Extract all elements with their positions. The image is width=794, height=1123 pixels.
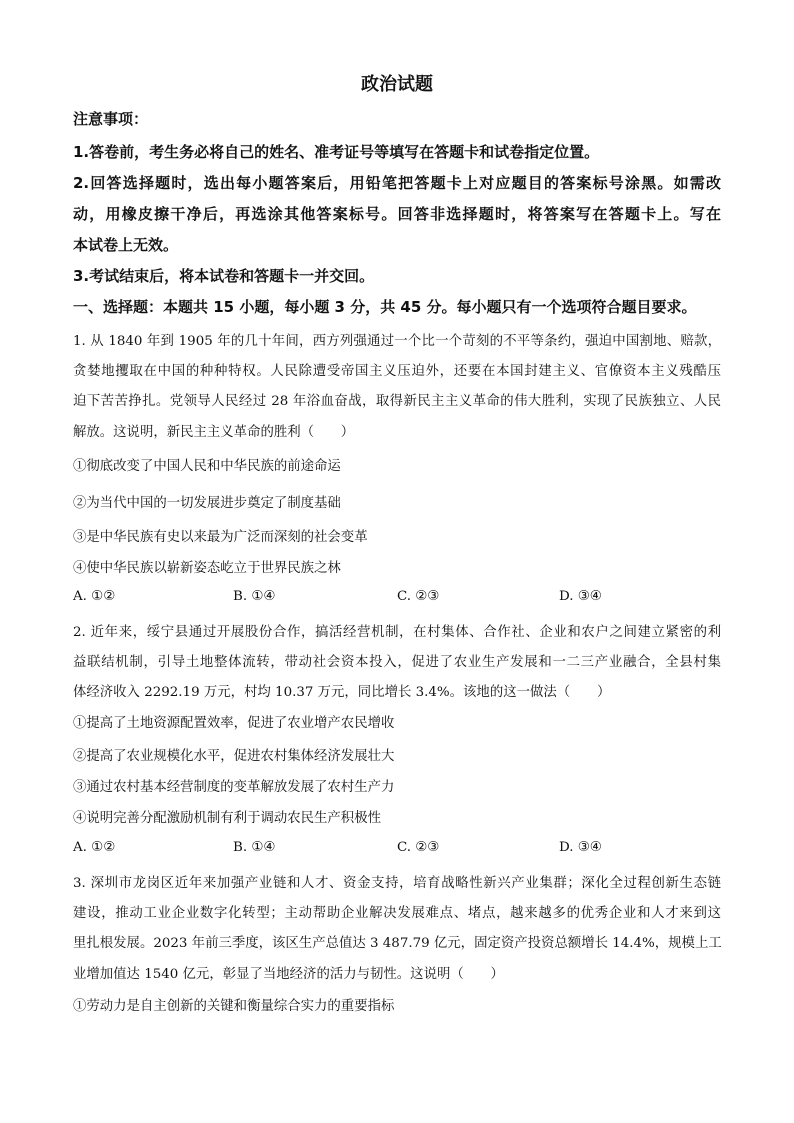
q2-option-b: B. ①④ (233, 840, 276, 855)
q1-stem-line-3: 迫下苦苦挣扎。党领导人民经过 28 年浴血奋战，取得新民主主义革命的伟大胜利，实现了民族独立、人民 (73, 394, 721, 409)
q1-stem-line-4: 解放。这说明，新民主主义革命的胜利（ ） (73, 425, 355, 440)
q1-statement-1: ①彻底改变了中国人民和中华民族的前途命运 (73, 459, 341, 474)
notice-item-2-line-3: 本试卷上无效。 (73, 236, 179, 254)
q1-option-b: B. ①④ (233, 589, 276, 604)
q2-statement-1: ①提高了土地资源配置效率，促进了农业增产农民增收 (73, 716, 395, 731)
q1-option-a: A. ①② (73, 589, 116, 604)
notice-item-1: 1.答卷前，考生务必将自己的姓名、准考证号等填写在答题卡和试卷指定位置。 (73, 143, 600, 161)
notice-item-2-line-2: 动，用橡皮擦干净后，再选涂其他答案标号。回答非选择题时，将答案写在答题卡上。写在 (73, 205, 721, 223)
q2-option-d: D. ③④ (559, 840, 602, 855)
q1-option-c: C. ②③ (397, 589, 440, 604)
q2-statement-4: ④说明完善分配激励机制有利于调动农民生产积极性 (73, 811, 381, 826)
q2-stem-line-3: 体经济收入 2292.19 万元，村均 10.37 万元，同比增长 3.4%。该地的这一做法（ ） (73, 685, 611, 700)
q3-statement-1: ①劳动力是自主创新的关键和衡量综合实力的重要指标 (73, 999, 395, 1014)
notice-item-3: 3.考试结束后，将本试卷和答题卡一并交回。 (73, 267, 375, 285)
q2-statement-2: ②提高了农业规模化水平，促进农村集体经济发展壮大 (73, 749, 395, 764)
q2-option-a: A. ①② (73, 840, 116, 855)
q2-stem-line-2: 益联结机制，引导土地整体流转，带动社会资本投入，促进了农业生产发展和一二三产业融合，全县村集 (73, 655, 721, 670)
q3-stem-line-3: 里扎根发展。2023 年前三季度，该区生产总值达 3 487.79 亿元，固定资产投资总额增长 14.4%，规模上工 (73, 936, 722, 951)
q2-stem-line-1: 2. 近年来，绥宁县通过开展股份合作，搞活经营机制，在村集体、合作社、企业和农户之间建立紧密的利 (73, 625, 721, 640)
notice-item-2-line-1: 2.回答选择题时，选出每小题答案后，用铅笔把答题卡上对应题目的答案标号涂黑。如需改 (73, 174, 721, 192)
q3-stem-line-2: 建设，推动工业企业数字化转型；主动帮助企业解决发展难点、堵点，越来越多的优秀企业和人才来到这 (73, 906, 721, 921)
q1-statement-3: ③是中华民族有史以来最为广泛而深刻的社会变革 (73, 530, 368, 545)
q1-stem-line-2: 贪婪地攫取在中国的种种特权。人民除遭受帝国主义压迫外，还要在本国封建主义、官僚资本主义残酷压 (73, 364, 721, 379)
q2-statement-3: ③通过农村基本经营制度的变革解放发展了农村生产力 (73, 780, 395, 795)
q2-option-c: C. ②③ (397, 840, 440, 855)
section-heading: 一、选择题：本题共 15 小题，每小题 3 分，共 45 分。每小题只有一个选项符合题目要求。 (73, 298, 697, 316)
q3-stem-line-1: 3. 深圳市龙岗区近年来加强产业链和人才、资金支持，培育战略性新兴产业集群；深化全过程创新生态链 (73, 876, 721, 891)
q3-stem-line-4: 业增加值达 1540 亿元，彰显了当地经济的活力与韧性。这说明（ ） (73, 967, 504, 982)
q1-statement-2: ②为当代中国的一切发展进步奠定了制度基础 (73, 496, 341, 511)
notice-heading: 注意事项： (73, 110, 149, 128)
page-title: 政治试题 (361, 74, 433, 95)
q1-option-d: D. ③④ (559, 589, 602, 604)
q1-statement-4: ④使中华民族以崭新姿态屹立于世界民族之林 (73, 561, 341, 576)
q1-stem-line-1: 1. 从 1840 年到 1905 年的几十年间，西方列强通过一个比一个苛刻的不平等条约，强迫中国割地、赔款， (73, 334, 721, 349)
